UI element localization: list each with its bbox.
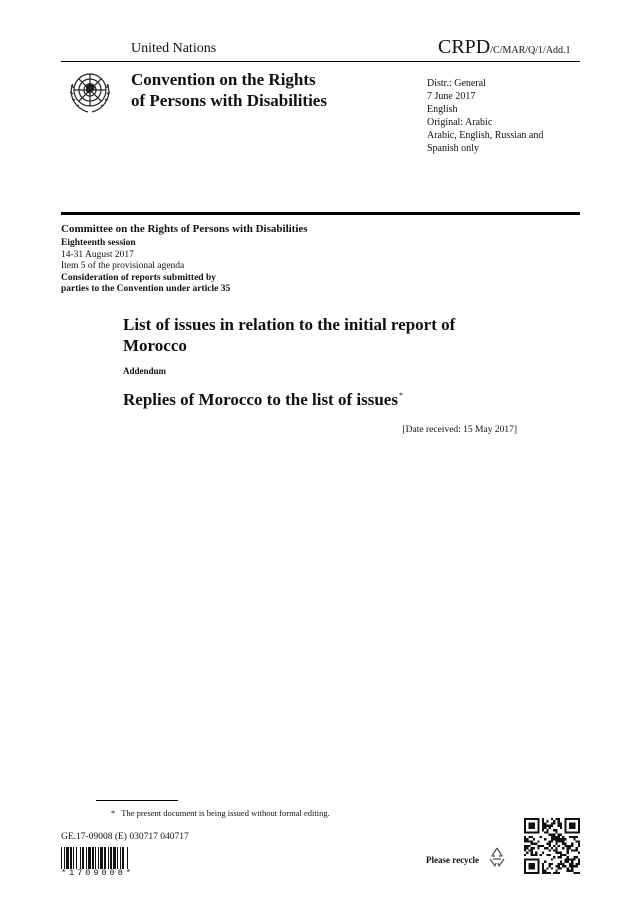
- replies-title-text: Replies of Morocco to the list of issues: [123, 390, 398, 409]
- original-language: Original: Arabic: [427, 117, 493, 128]
- addendum-label: Addendum: [123, 366, 167, 376]
- document-title-line1: List of issues in relation to the initial report of: [123, 315, 456, 334]
- symbol-main: CRPD: [438, 36, 491, 58]
- distribution-date: 7 June 2017: [427, 91, 476, 102]
- session-dates: 14-31 August 2017: [61, 249, 134, 260]
- barcode-icon: [61, 847, 152, 869]
- symbol-suffix: /C/MAR/Q/1/Add.1: [490, 45, 571, 56]
- section-rule: [61, 212, 580, 215]
- document-symbol: [438, 36, 571, 59]
- agenda-item: Item 5 of the provisional agenda: [61, 261, 185, 271]
- footnote-marker: *: [398, 391, 403, 401]
- recycle-label: Please recycle: [426, 855, 480, 865]
- treaty-body-name-line1: Convention on the Rights: [131, 70, 316, 89]
- footnote-rule: [96, 800, 178, 801]
- recycle-icon: [487, 846, 507, 868]
- organization-name: United Nations: [131, 41, 217, 56]
- agenda-title-line1: Consideration of reports submitted by: [61, 272, 216, 283]
- header-rule: [61, 61, 580, 62]
- footnote-text: The present document is being issued without formal editing.: [121, 808, 330, 818]
- distribution-language: English: [427, 104, 458, 115]
- document-title-line2: Morocco: [123, 336, 187, 355]
- meeting-details: [61, 238, 230, 296]
- treaty-body-name-line2: of Persons with Disabilities: [131, 91, 327, 110]
- distribution-block: [427, 77, 543, 155]
- date-received: [Date received: 15 May 2017]: [402, 425, 517, 435]
- treaty-body-name: [131, 69, 327, 111]
- languages-line2: Spanish only: [427, 143, 479, 154]
- un-emblem-icon: [66, 68, 114, 116]
- languages-line1: Arabic, English, Russian and: [427, 130, 544, 141]
- footnote: [111, 808, 330, 818]
- agenda-title-line2: parties to the Convention under article 35: [61, 284, 231, 294]
- session: Eighteenth session: [61, 238, 136, 248]
- replies-title: [123, 390, 403, 410]
- document-title: [123, 314, 543, 356]
- committee-name: Committee on the Rights of Persons with Disabilities: [61, 223, 308, 235]
- distribution: Distr.: General: [427, 78, 486, 89]
- barcode-text: *1709008*: [61, 868, 134, 878]
- qr-code-icon: [524, 818, 580, 874]
- document-number: GE.17-09008 (E) 030717 040717: [61, 832, 189, 842]
- footnote-mark: *: [111, 808, 116, 818]
